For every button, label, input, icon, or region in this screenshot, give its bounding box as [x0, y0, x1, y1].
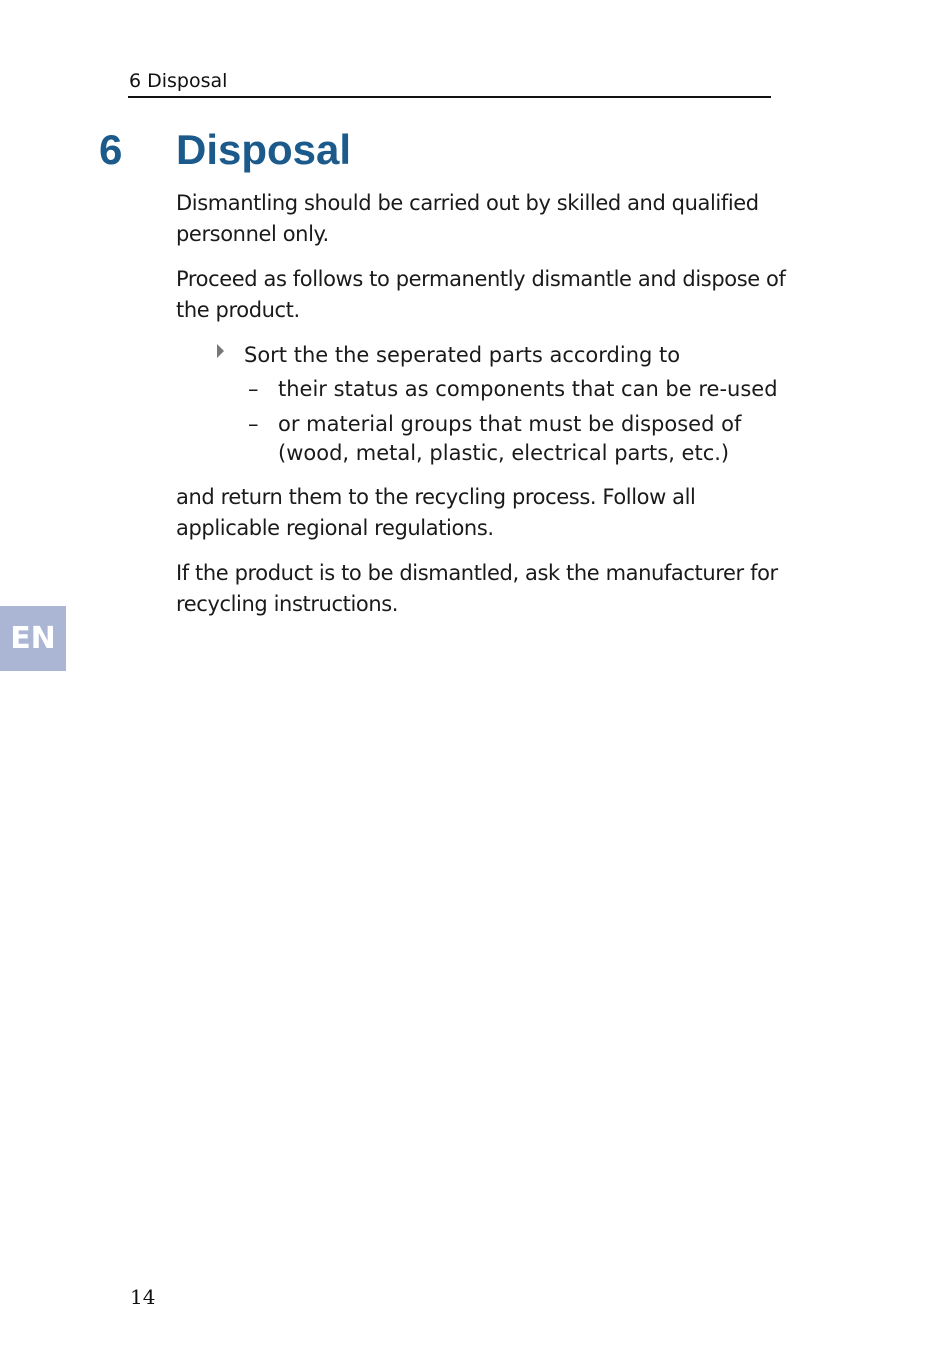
- sub-item: [176, 375, 796, 404]
- sub-item-text: their status as components that can be re-used: [278, 377, 778, 401]
- sub-item: [176, 410, 796, 468]
- language-tab: EN: [0, 606, 66, 671]
- dash-icon: –: [248, 412, 259, 436]
- chapter-title: Disposal: [176, 126, 352, 173]
- sub-item-text: or material groups that must be disposed of (wood, metal, plastic, electrical parts, etc.): [278, 412, 742, 465]
- chapter-number: 6: [99, 126, 123, 173]
- paragraph-return-recycling: and return them to the recycling process. Follow all applicable regional regulations.: [176, 485, 696, 540]
- running-header: 6 Disposal: [129, 70, 228, 92]
- header-rule: [128, 96, 771, 98]
- bullet-text: Sort the the seperated parts according to: [244, 343, 681, 367]
- section-body: [176, 188, 796, 634]
- paragraph-qualified-personnel: Dismantling should be carried out by skilled and qualified personnel only.: [176, 191, 759, 246]
- bullet-arrow-icon: [217, 344, 224, 358]
- instruction-bullet: [176, 340, 796, 371]
- paragraph-proceed: Proceed as follows to permanently dismantle and dispose of the product.: [176, 267, 786, 322]
- paragraph-ask-manufacturer: If the product is to be dismantled, ask the manufacturer for recycling instructions.: [176, 561, 778, 616]
- dash-icon: –: [248, 377, 259, 401]
- page-number: 14: [130, 1285, 156, 1309]
